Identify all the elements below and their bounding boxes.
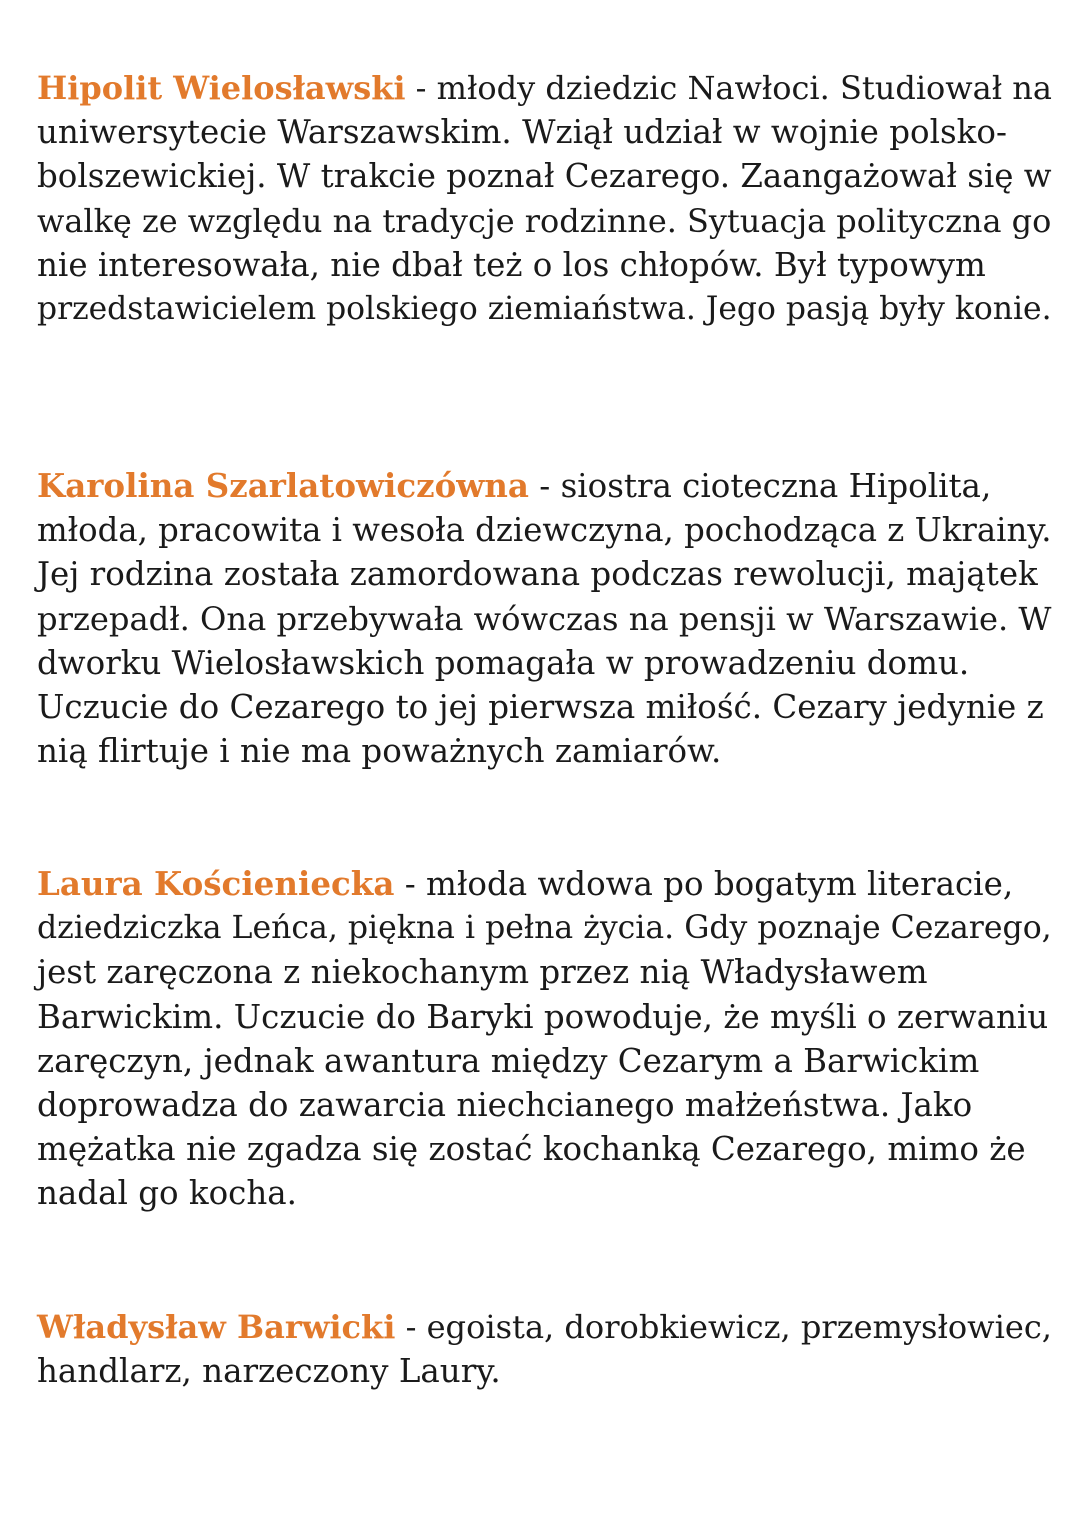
text-line: nie interesowała, nie dbał też o los chłopów. Był typowym — [37, 245, 986, 284]
character-name: Karolina Szarlatowiczówna — [37, 466, 529, 505]
text-line: bolszewickiej. W trakcie poznał Cezarego. Zaangażował się w — [37, 157, 1052, 196]
text-line: handlarz, narzeczony Laury. — [37, 1352, 501, 1391]
text-line: zaręczyn, jednak awantura między Cezarym a Barwickim — [37, 1041, 980, 1080]
text-line: młoda, pracowita i wesoła dziewczyna, pochodząca z Ukrainy. — [37, 511, 1052, 550]
text-line: uniwersytecie Warszawskim. Wziął udział w wojnie polsko- — [37, 113, 1007, 152]
text-line: Jej rodzina została zamordowana podczas rewolucji, majątek — [37, 555, 1038, 594]
text-line — [37, 464, 1052, 508]
text-line: dworku Wielosławskich pomagała w prowadzeniu domu. — [37, 643, 970, 682]
text-line: walkę ze względu na tradycje rodzinne. Sytuacja polityczna go — [37, 201, 1052, 240]
text-line — [37, 1305, 1052, 1349]
text-line: nią flirtuje i nie ma poważnych zamiarów. — [37, 732, 722, 771]
character-entry-karolina — [37, 464, 1052, 773]
text-line: Uczucie do Cezarego to jej pierwsza miłość. Cezary jedynie z — [37, 688, 1044, 727]
description-text: - młody dziedzic Nawłoci. Studiował na — [405, 69, 1052, 107]
text-line: przepadł. Ona przebywała wówczas na pensji w Warszawie. W — [37, 599, 1052, 638]
text-line — [37, 862, 1052, 906]
text-line: dziedziczka Leńca, piękna i pełna życia. Gdy poznaje Cezarego, — [37, 910, 1052, 947]
text-line: doprowadza do zawarcia niechcianego małżeństwa. Jako — [37, 1086, 973, 1125]
text-line: przedstawicielem polskiego ziemiaństwa. Jego pasją były konie. — [37, 291, 1052, 328]
text-line: mężatka nie zgadza się zostać kochanką Cezarego, mimo że — [37, 1130, 1026, 1169]
text-line: Barwickim. Uczucie do Baryki powoduje, że myśli o zerwaniu — [37, 997, 1049, 1036]
text-line: jest zaręczona z niekochanym przez nią Władysławem — [37, 953, 928, 992]
character-name: Władysław Barwicki — [37, 1308, 396, 1346]
text-line: nadal go kocha. — [37, 1174, 298, 1213]
character-entry-laura — [37, 862, 1052, 1216]
character-entry-wladyslaw — [37, 1305, 1052, 1393]
character-name: Hipolit Wielosławski — [37, 69, 406, 107]
description-text: - siostra cioteczna Hipolita, — [528, 467, 992, 505]
text-line — [37, 66, 1052, 110]
character-name: Laura Kościeniecka — [37, 864, 395, 903]
character-entry-hipolit — [37, 66, 1052, 331]
description-text: - młoda wdowa po bogatym literacie, — [394, 865, 1014, 903]
description-text: - egoista, dorobkiewicz, przemysłowiec, — [395, 1308, 1052, 1346]
